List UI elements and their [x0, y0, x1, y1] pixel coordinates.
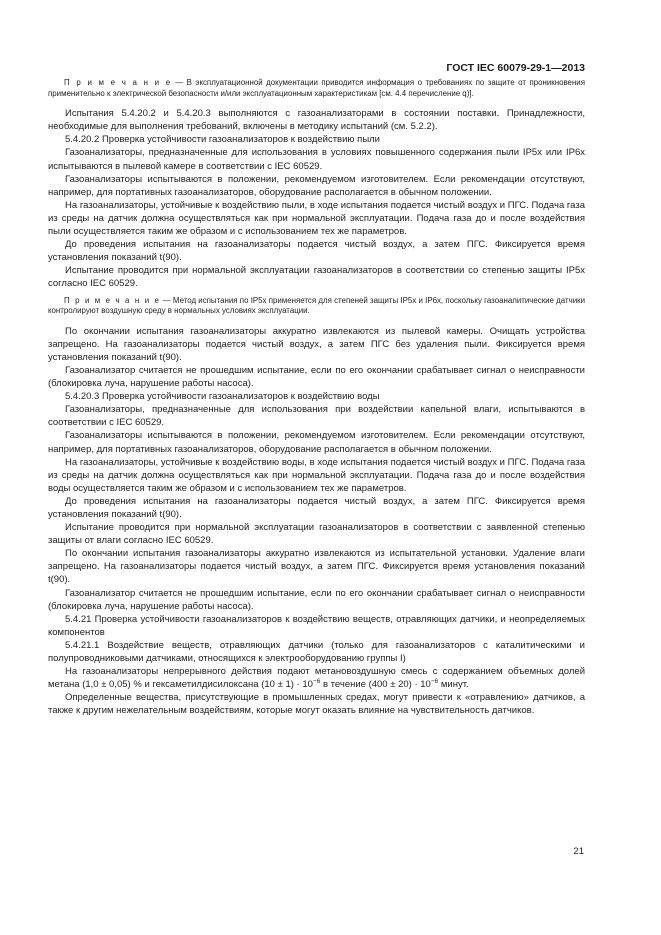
paragraph: Газоанализаторы испытываются в положении, рекомендуемом изготовителем. Если рекомендации отсутствуют, например, для портативных газоанализаторов, оборудование располагается в обычном положении. — [48, 173, 585, 198]
paragraph: До проведения испытания на газоанализаторы подается чистый воздух, а затем ПГС. Фиксируется время установления показаний t(90). — [48, 495, 585, 520]
paragraph-formula — [48, 665, 585, 691]
paragraph: Определенные вещества, присутствующие в промышленных средах, могут привести к «отравлению» датчиков, а также к другим нежелательным воздействиям, которые могут оказать влияние на чувствительность датчиков. — [48, 692, 585, 717]
paragraph: Газоанализаторы, предназначенные для использования в условиях повышенного содержания пыли IP5x или IP6x испытываются в пылевой камере в соответствии с IEC 60529. — [48, 147, 585, 172]
note-1 — [48, 78, 585, 99]
document-header: ГОСТ IEC 60079-29-1—2013 — [446, 62, 585, 74]
note-label: П р и м е ч а н и е — [64, 295, 161, 305]
exponent: −6 — [430, 678, 439, 686]
paragraph: По окончании испытания газоанализаторы аккуратно извлекаются из испытательной установки. Удаление влаги запрещено. На газоанализаторы подается чистый воздух, а затем ПГС. Фиксируется время установления показаний t(90). — [48, 548, 585, 586]
paragraph: Испытание проводится при нормальной эксплуатации газоанализаторов в соответствии со степенью защиты IP5x согласно IEC 60529. — [48, 265, 585, 290]
paragraph: Испытание проводится при нормальной эксплуатации газоанализаторов в соответствии с заявленной степенью защиты от влаги согласно IEC 60529. — [48, 522, 585, 547]
note-label: П р и м е ч а н и е — [64, 78, 172, 87]
page-number: 21 — [573, 846, 584, 857]
section-heading: 5.4.20.2 Проверка устойчивости газоанализаторов к воздействию пыли — [65, 134, 380, 146]
paragraph: Газоанализаторы испытываются в положении, рекомендуемом изготовителем. Если рекомендации отсутствуют, например, для портативных газоанализаторов, оборудование располагается в обычном положении. — [48, 430, 585, 455]
formula-text: в течение (400 ± 20) · 10 — [320, 679, 431, 691]
paragraph: На газоанализаторы, устойчивые к воздействию пыли, в ходе испытания подается чистый воздух и ПГС. Подача газа из среды на датчик должна осуществляться как при нормальной эксплуатации. Подача газа до и после воздействия пыли осуществляется таким же образом и с использованием тех же параметров. — [48, 199, 585, 238]
paragraph: Газоанализатор считается не прошедшим испытание, если по его окончании срабатывает сигнал о неисправности (блокировка луча, нарушение работы насоса). — [48, 364, 585, 390]
note-2 — [48, 296, 585, 317]
paragraph: По окончании испытания газоанализаторы аккуратно извлекаются из пылевой камеры. Очищать устройства запрещено. На газоанализаторы подается чистый воздух, а затем ПГС без удаления пыли. Фиксируется время установления показаний t(90). — [48, 325, 585, 363]
note-text: — В эксплуатационной документации приводится информация о требованиях по защите от проникновения применительно к электрической безопасности и/или эксплуатационным характеристикам [см. 4.4 перечисление q)]. — [48, 78, 585, 98]
paragraph: Газоанализатор считается не прошедшим испытание, если по его окончании срабатывает сигнал о неисправности (блокировка луча, нарушение работы насоса). — [48, 587, 585, 612]
page-body — [48, 78, 585, 718]
formula-text: минут. — [438, 679, 469, 691]
paragraph: Газоанализаторы, предназначенные для использования при воздействии капельной влаги, испытываются в соответствии с IEC 60529. — [48, 404, 585, 429]
exponent: −6 — [312, 678, 321, 686]
paragraph: На газоанализаторы, устойчивые к воздействию воды, в ходе испытания подается чистый воздух и ПГС. Подача газа из среды на датчик должна осуществляться как при нормальной эксплуатации. Подача газа до и после воздействия воды осуществляется таким же образом и с использованием тех же параметров. — [48, 456, 585, 494]
note-text: — Метод испытания по IP5x применяется для степеней защиты IP5x и IP6x, поскольку газоаналитические датчики контролируют воздушную среду в нормальных условиях эксплуатации. — [48, 295, 585, 316]
paragraph: До проведения испытания на газоанализаторы подается чистый воздух, а затем ПГС. Фиксируется время установления показаний t(90). — [48, 239, 585, 264]
section-heading: 5.4.21.1 Воздействие веществ, отравляющих датчики (только для газоанализаторов с каталитическими и полупроводниковыми датчиками, относящихся к электрооборудованию группы I) — [48, 639, 585, 665]
paragraph: Испытания 5.4.20.2 и 5.4.20.3 выполняются с газоанализаторами в состоянии поставки. Принадлежности, необходимые для выполнения требований, включены в методику испытаний (см. 5.2.2). — [48, 108, 585, 133]
section-heading: 5.4.20.3 Проверка устойчивости газоанализаторов к воздействию воды — [65, 391, 380, 403]
section-heading: 5.4.21 Проверка устойчивости газоанализаторов к воздействию веществ, отравляющих датчики, и неопределяемых компонентов — [48, 613, 585, 638]
formula-text: На газоанализаторы непрерывного действия подают метановоздушную смесь с содержанием объемных долей метана (1,0 ± 0,05) % и гексаметилдисилоксана (10 ± 1) · 10 — [48, 666, 585, 691]
